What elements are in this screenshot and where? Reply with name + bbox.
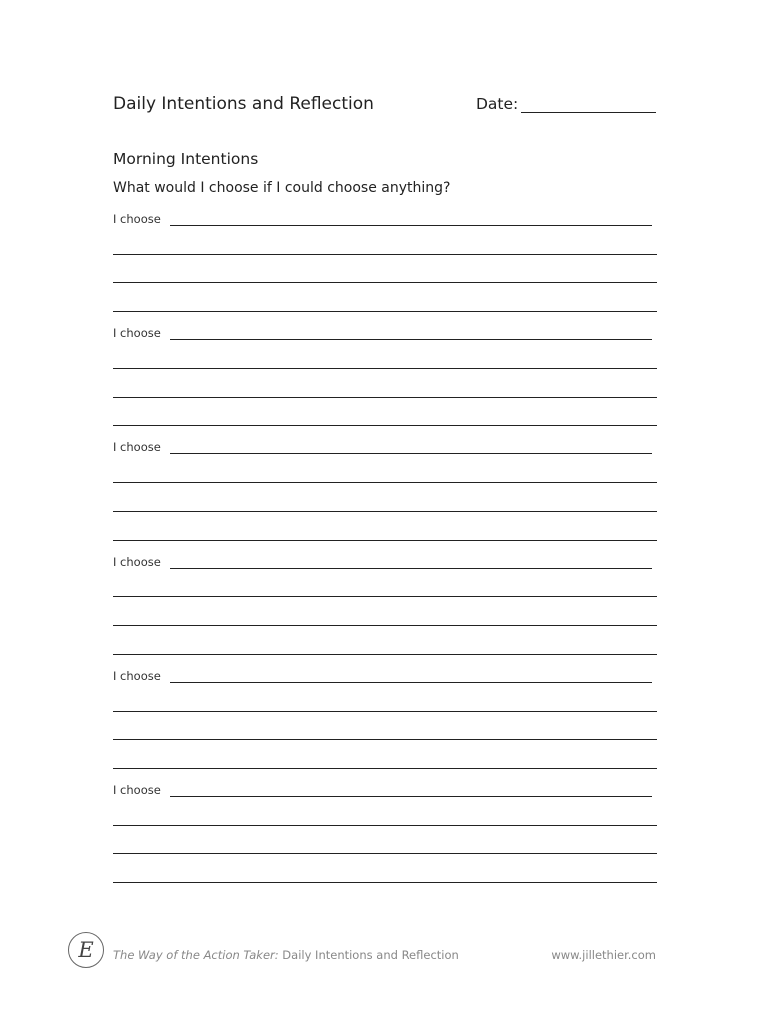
date-label: Date: (476, 95, 519, 113)
writing-line[interactable] (113, 654, 657, 655)
writing-line[interactable] (113, 825, 657, 826)
page-title: Daily Intentions and Reflection (113, 94, 374, 114)
writing-line[interactable] (113, 540, 657, 541)
writing-line[interactable] (113, 368, 657, 369)
choose-label: I choose (113, 668, 161, 683)
writing-line[interactable] (113, 768, 657, 769)
choose-label: I choose (113, 212, 161, 226)
writing-line[interactable] (113, 254, 657, 255)
choose-label: I choose (113, 326, 161, 341)
choose-answer-line[interactable] (170, 568, 652, 569)
date-line[interactable] (521, 112, 656, 113)
choose-label: I choose (113, 783, 161, 797)
footer-url: www.jillethier.com (551, 948, 656, 962)
footer-title (113, 948, 459, 962)
writing-line[interactable] (113, 625, 657, 626)
choose-answer-line[interactable] (170, 682, 652, 683)
writing-line[interactable] (113, 596, 657, 597)
choose-label: I choose (113, 440, 161, 455)
section-title: Morning Intentions (113, 150, 259, 168)
choose-answer-line[interactable] (170, 796, 652, 797)
writing-line[interactable] (113, 711, 657, 712)
writing-line[interactable] (113, 882, 657, 883)
writing-line[interactable] (113, 482, 657, 483)
footer-subtitle: Daily Intentions and Reflection (282, 948, 459, 962)
prompt-question: What would I choose if I could choose anything? (113, 180, 451, 196)
choose-label: I choose (113, 554, 161, 569)
choose-answer-line[interactable] (170, 453, 652, 454)
writing-line[interactable] (113, 282, 657, 283)
writing-line[interactable] (113, 739, 657, 740)
choose-answer-line[interactable] (170, 339, 652, 340)
footer-book-title: The Way of the Action Taker: (113, 948, 279, 962)
writing-line[interactable] (113, 397, 657, 398)
writing-line[interactable] (113, 425, 657, 426)
choose-answer-line[interactable] (170, 225, 652, 226)
writing-line[interactable] (113, 511, 657, 512)
logo-icon: E (68, 932, 104, 968)
writing-line[interactable] (113, 853, 657, 854)
writing-line[interactable] (113, 311, 657, 312)
